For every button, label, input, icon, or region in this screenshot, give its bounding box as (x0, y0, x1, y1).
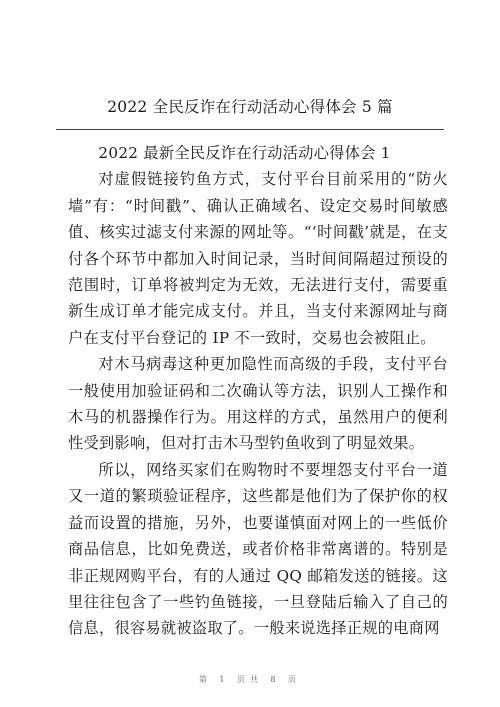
title-divider (56, 129, 444, 130)
document-title: 2022 全民反诈在行动活动心得体会 5 篇 (107, 98, 393, 116)
paragraph-2: 对木马病毒这种更加隐性而高级的手段，支付平台一般使用加验证码和二次确认等方法，识别人工操作和木马的机器操作行为。用这样的方式，虽然用户的便利性受到影响，但对打击木马型钓鱼收到了明显效果。 (68, 355, 448, 453)
page-number: 第 1 页共 8 页 (198, 675, 302, 684)
paragraph-3: 所以，网络买家们在购物时不要埋怨支付平台一道又一道的繁琐验证程序，这些都是他们为了保护你的权益而设置的措施，另外，也要谨慎面对网上的一些低价商品信息，比如免费送，或者价格非常离谱的。特别是非正规网购平台，有的人通过 QQ 邮箱发送的链接。这里往往包含了一些钓鱼链接，一旦登陆后输入了自己的信息，很容易就被盗取了。一般来说选择正规的电商网 (68, 460, 448, 638)
paragraph-1: 对虚假链接钓鱼方式，支付平台目前采用的“防火墙”有：“时间戳”、确认正确域名、设定交易时间敏感值、核实过滤支付来源的网址等。“‘时间戳’就是，在支付各个环节中都加入时间记录，当时间间隔超过预设的范围时，订单将被判定为无效，无法进行支付，需要重新生成订单才能完成支付。并且，当支付来源网址与商户在支付平台登记的 IP 不一致时，交易也会被阻止。 (68, 170, 448, 347)
section-heading: 2022 最新全民反诈在行动活动心得体会 1 (98, 144, 391, 162)
document-body (68, 140, 448, 642)
